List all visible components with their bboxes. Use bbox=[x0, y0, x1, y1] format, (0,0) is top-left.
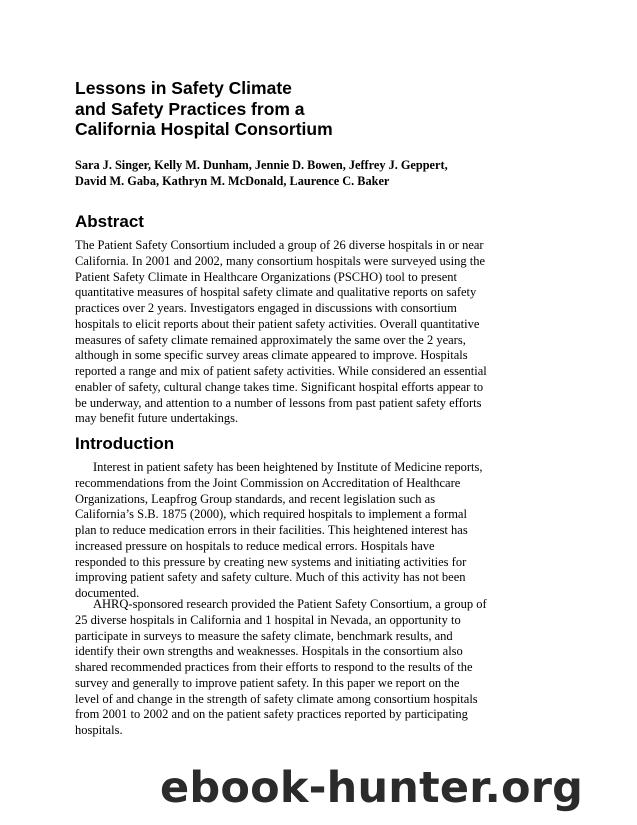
paragraph-line: improving patient safety and safety culture. Much of this activity has not been bbox=[75, 570, 466, 585]
watermark-text: ebook-hunter.org bbox=[160, 763, 584, 813]
author-list bbox=[75, 157, 448, 189]
abstract-line: practices over 2 years. Investigators engaged in discussions with consortium bbox=[75, 301, 457, 315]
paragraph-line: responded to this pressure by creating new systems and initiating activities for bbox=[75, 554, 467, 569]
paragraph-line: AHRQ-sponsored research provided the Patient Safety Consortium, a group of bbox=[93, 597, 487, 611]
paragraph-line: hospitals. bbox=[75, 723, 123, 737]
abstract-line: quantitative measures of hospital safety climate and qualitative reports on safety bbox=[75, 285, 477, 300]
paragraph-line: Interest in patient safety has been heightened by Institute of Medicine reports, bbox=[93, 460, 483, 474]
paragraph-line: level of and change in the strength of safety climate among consortium hospitals bbox=[75, 691, 478, 706]
author-line: Sara J. Singer, Kelly M. Dunham, Jennie D. Bowen, Jeffrey J. Geppert, bbox=[75, 158, 448, 172]
abstract-heading: Abstract bbox=[75, 212, 144, 231]
abstract-line: hospitals to elicit reports about their patient safety activities. Overall quantitative bbox=[75, 316, 480, 331]
paper-title bbox=[75, 78, 333, 140]
introduction-heading: Introduction bbox=[75, 434, 175, 453]
abstract-line: may benefit future undertakings. bbox=[75, 411, 239, 426]
paragraph-line: documented. bbox=[75, 586, 140, 600]
abstract-line: although in some specific survey areas climate appeared to improve. Hospitals bbox=[75, 348, 468, 363]
abstract-body bbox=[75, 238, 487, 427]
paragraph-line: California’s S.B. 1875 (2000), which required hospitals to implement a formal bbox=[75, 507, 467, 522]
paragraph-line: survey and generally to improve patient safety. In this paper we report on the bbox=[75, 675, 460, 690]
abstract-line: reported a range and mix of patient safety activities. While considered an essential bbox=[75, 364, 487, 378]
abstract-line: enabler of safety, cultural change takes time. Significant hospital efforts appear to bbox=[75, 379, 484, 394]
abstract-line: California. In 2001 and 2002, many consortium hospitals were surveyed using the bbox=[75, 253, 485, 268]
author-line: David M. Gaba, Kathryn M. McDonald, Laurence C. Baker bbox=[75, 174, 390, 188]
introduction-paragraph-2 bbox=[75, 597, 487, 739]
paragraph-line: plan to reduce medication errors in their facilities. This heightened interest has bbox=[75, 523, 468, 537]
paragraph-line: increased pressure on hospitals to reduce medical errors. Hospitals have bbox=[75, 538, 435, 553]
paragraph-line: identify their own strengths and weaknesses. Hospitals in the consortium also bbox=[75, 644, 463, 659]
title-line: and Safety Practices from a bbox=[75, 98, 305, 119]
paragraph-line: shared recommended practices from their efforts to respond to the results of the bbox=[75, 660, 473, 674]
abstract-line: The Patient Safety Consortium included a group of 26 diverse hospitals in or near bbox=[75, 238, 484, 252]
abstract-line: measures of safety climate remained approximately the same over the 2 years, bbox=[75, 332, 466, 347]
abstract-line: be underway, and attention to a number of lessons from past patient safety efforts bbox=[75, 395, 482, 410]
paragraph-line: Organizations, Leapfrog Group standards, and recent legislation such as bbox=[75, 491, 436, 506]
paragraph-line: 25 diverse hospitals in California and 1 hospital in Nevada, an opportunity to bbox=[75, 612, 461, 627]
title-line: California Hospital Consortium bbox=[75, 119, 333, 139]
paragraph-line: participate in surveys to measure the safety climate, benchmark results, and bbox=[75, 628, 453, 643]
introduction-paragraph-1 bbox=[75, 460, 482, 602]
paragraph-line: recommendations from the Joint Commission on Accreditation of Healthcare bbox=[75, 475, 461, 490]
paragraph-line: from 2001 to 2002 and on the patient safety practices reported by participating bbox=[75, 707, 468, 722]
title-line: Lessons in Safety Climate bbox=[75, 78, 292, 98]
abstract-line: Patient Safety Climate in Healthcare Organizations (PSCHO) tool to present bbox=[75, 269, 457, 284]
